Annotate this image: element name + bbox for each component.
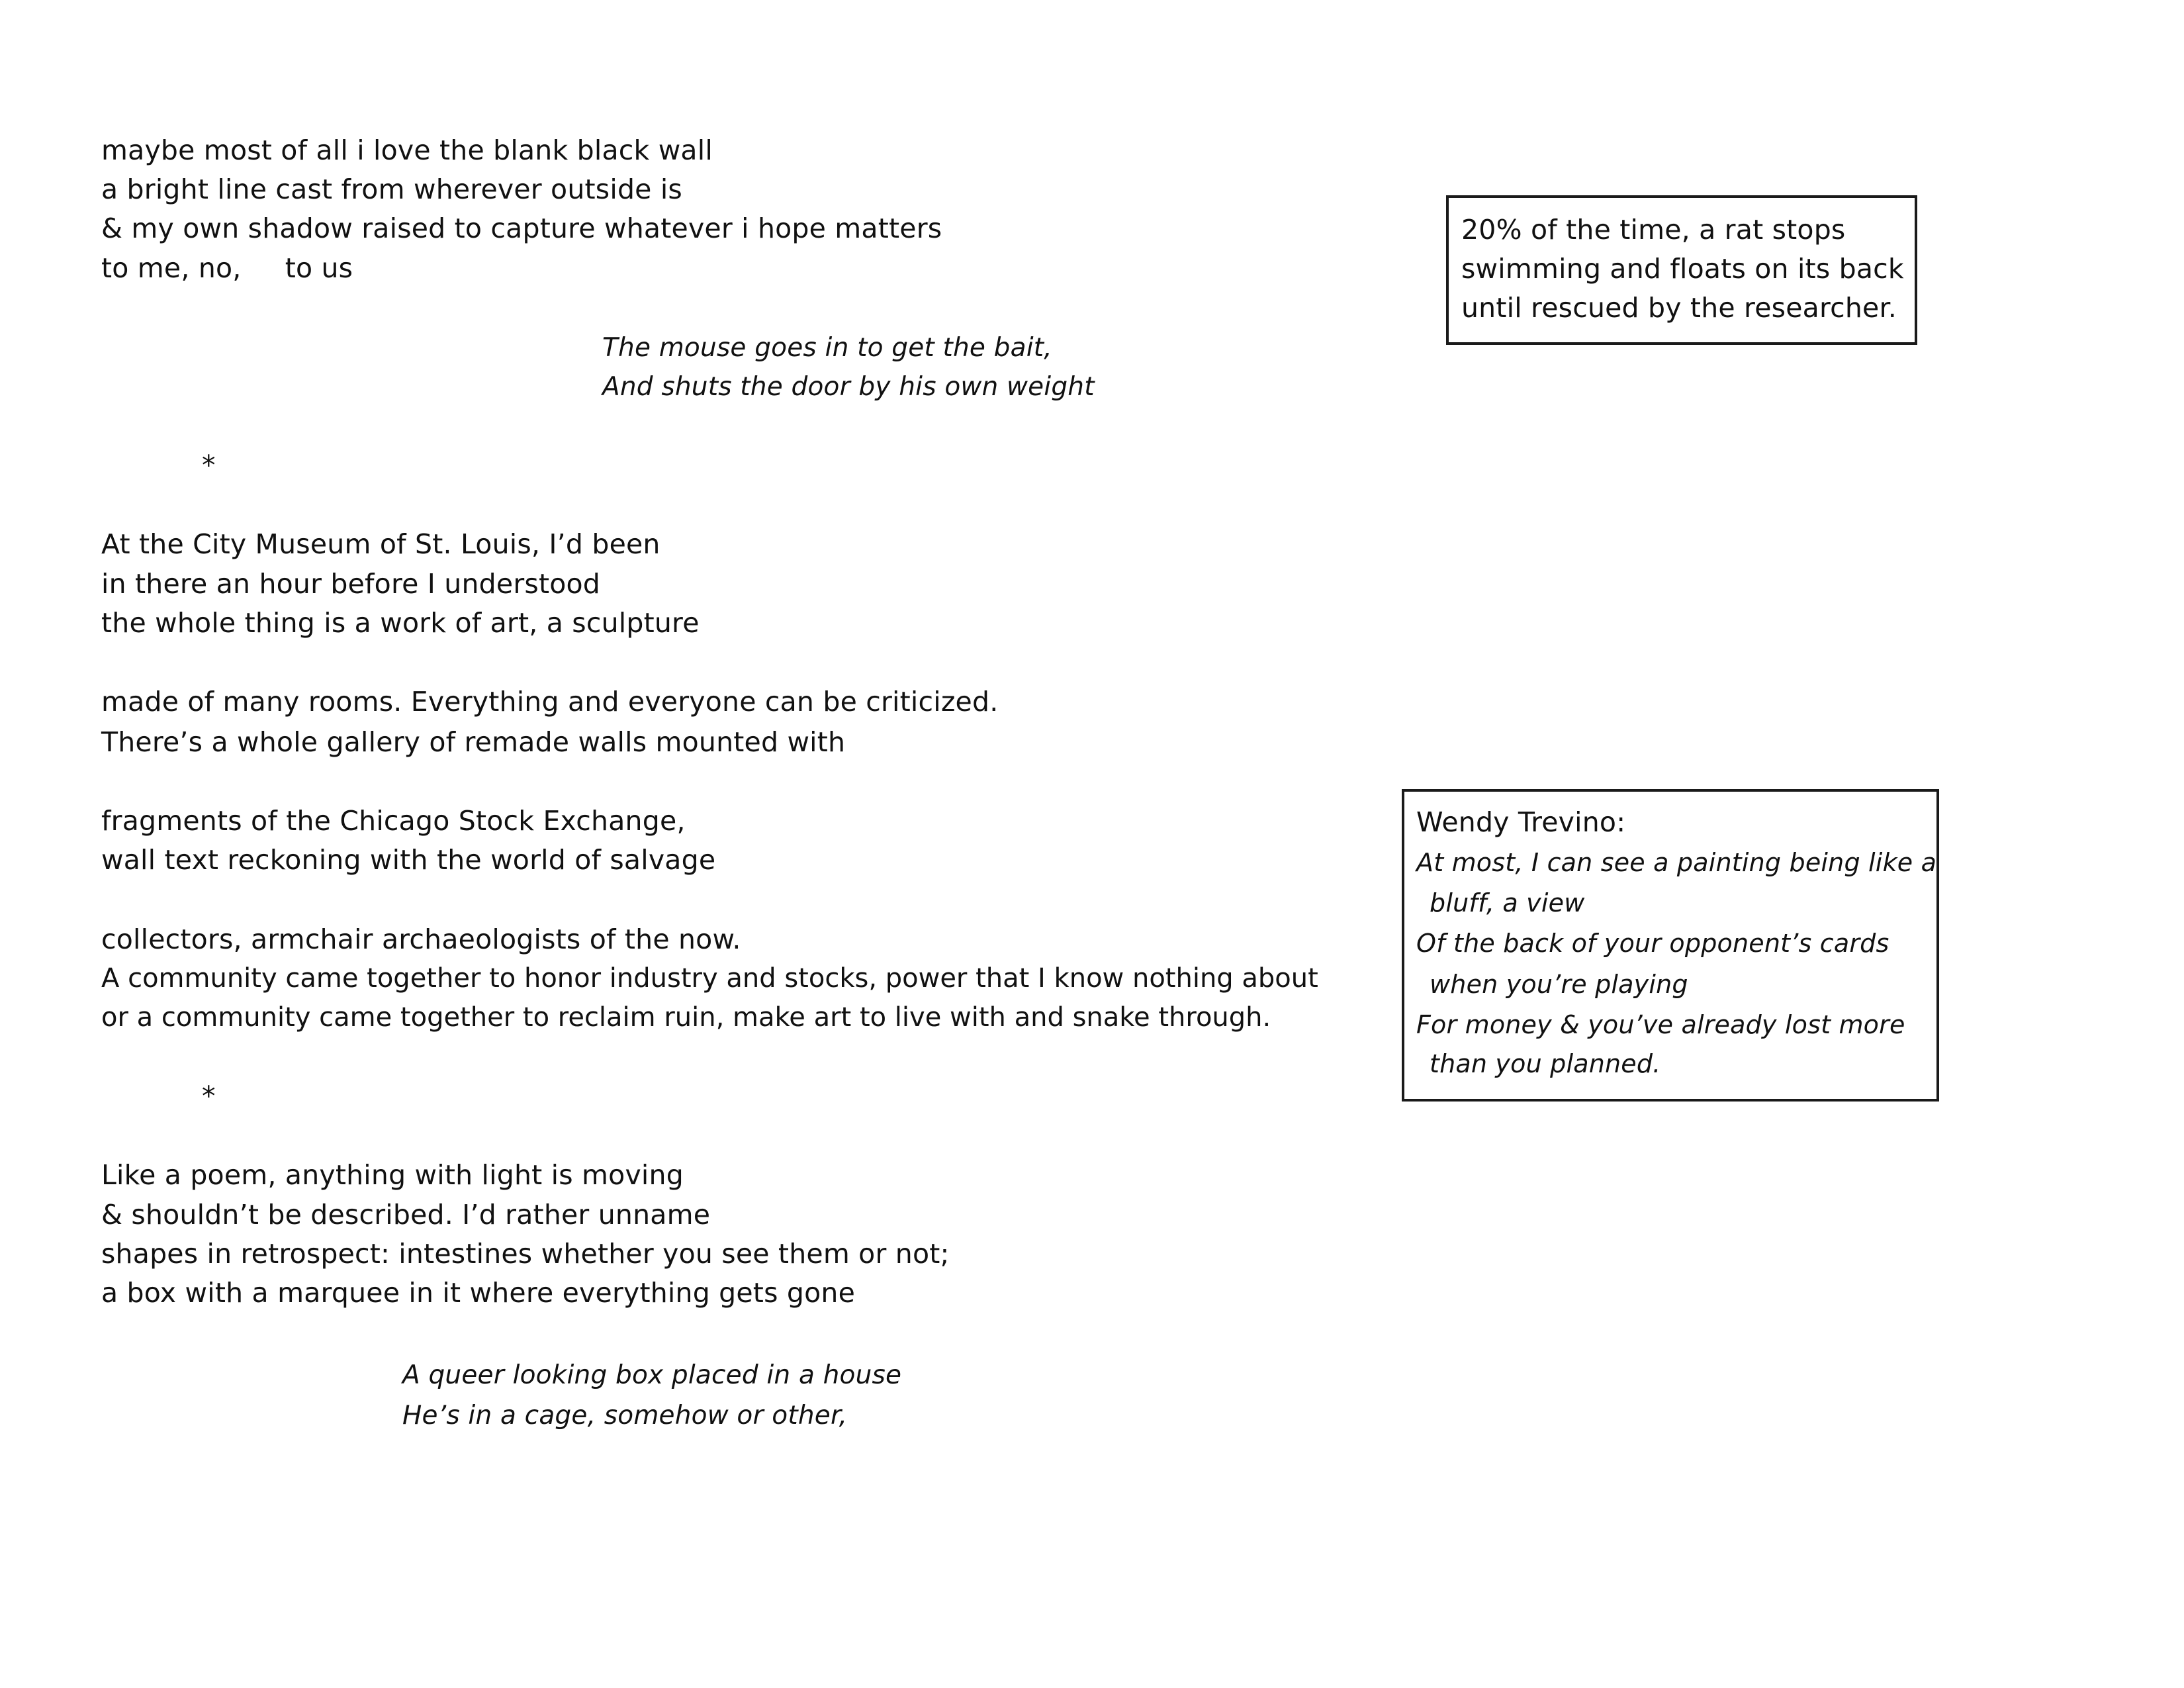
note-line: until rescued by the researcher. bbox=[1461, 292, 1897, 324]
sidebar-note-box-2 bbox=[1402, 789, 1939, 1102]
poem-line: & shouldn’t be described. I’d rather unname bbox=[101, 1199, 711, 1231]
poem-line: to me, no, to us bbox=[101, 252, 353, 284]
poem-line: There’s a whole gallery of remade walls mounted with bbox=[101, 726, 846, 758]
poem-line: collectors, armchair archaeologists of the now. bbox=[101, 923, 741, 955]
section-separator: * bbox=[202, 449, 216, 481]
note-line: bluff, a view bbox=[1430, 888, 1585, 917]
poem-line: wall text reckoning with the world of salvage bbox=[101, 844, 716, 876]
poem-line: in there an hour before I understood bbox=[101, 568, 601, 600]
note-line: when you’re playing bbox=[1430, 970, 1688, 999]
poem-line: made of many rooms. Everything and everyone can be criticized. bbox=[101, 686, 999, 718]
poem-line: a box with a marquee in it where everything gets gone bbox=[101, 1277, 856, 1309]
poem-line: & my own shadow raised to capture whatever i hope matters bbox=[101, 212, 942, 244]
poem-line: a bright line cast from wherever outside is bbox=[101, 173, 682, 205]
poem-line: At the City Museum of St. Louis, I’d been bbox=[101, 528, 660, 560]
note-line: swimming and floats on its back bbox=[1461, 253, 1904, 285]
poem-line: or a community came together to reclaim ruin, make art to live with and snake through. bbox=[101, 1002, 1271, 1033]
note-line: At most, I can see a painting being like a bbox=[1416, 848, 1937, 877]
note-line: Of the back of your opponent’s cards bbox=[1416, 929, 1889, 958]
poem-line: Like a poem, anything with light is moving bbox=[101, 1159, 684, 1191]
poem-line: maybe most of all i love the blank black wall bbox=[101, 134, 713, 166]
note-line: than you planned. bbox=[1430, 1049, 1661, 1078]
section-separator: * bbox=[202, 1080, 216, 1112]
poem-line: fragments of the Chicago Stock Exchange, bbox=[101, 805, 686, 837]
note-line: For money & you’ve already lost more bbox=[1416, 1010, 1905, 1039]
poem-line: A community came together to honor industry and stocks, power that I know nothing about bbox=[101, 963, 1318, 994]
poem-line: the whole thing is a work of art, a sculpture bbox=[101, 607, 700, 639]
quote-line: The mouse goes in to get the bait, bbox=[602, 333, 1052, 363]
quote-line: He’s in a cage, somehow or other, bbox=[402, 1401, 848, 1430]
sidebar-note-box-1 bbox=[1446, 195, 1917, 345]
poem-line: shapes in retrospect: intestines whether you see them or not; bbox=[101, 1238, 950, 1270]
quote-line: A queer looking box placed in a house bbox=[402, 1360, 902, 1390]
note-heading: Wendy Trevino: bbox=[1416, 806, 1626, 838]
quote-line: And shuts the door by his own weight bbox=[602, 372, 1095, 402]
note-line: 20% of the time, a rat stops bbox=[1461, 214, 1846, 246]
